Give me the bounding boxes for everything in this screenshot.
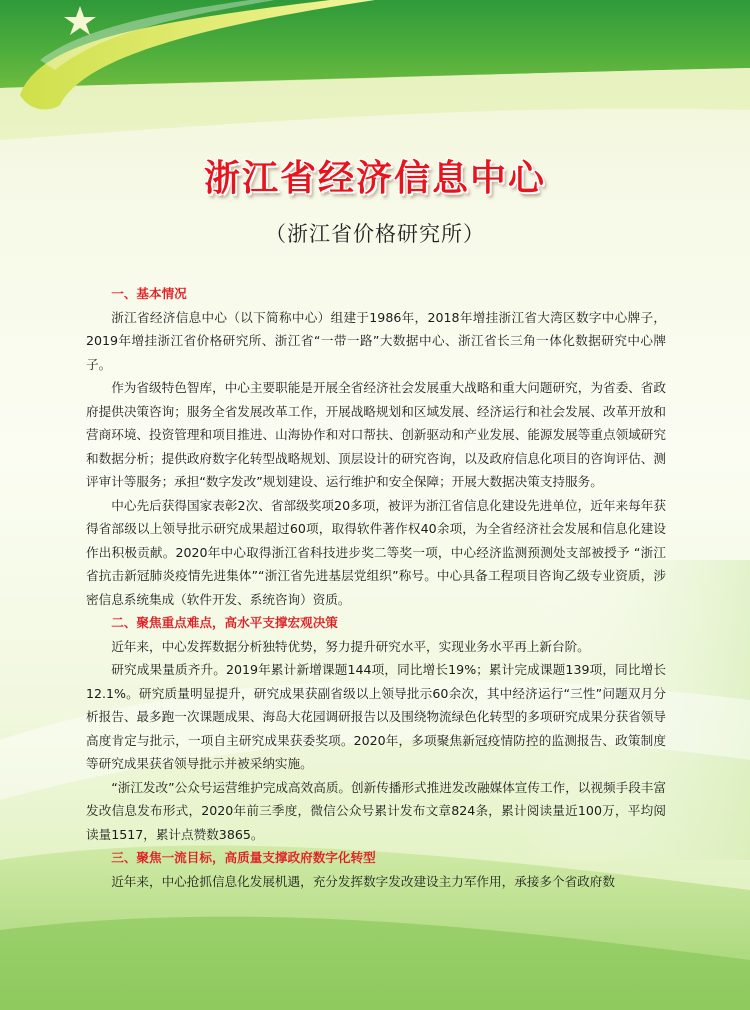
paragraph: 近年来，中心抢抓信息化发展机遇，充分发挥数字发改建设主力军作用，承接多个省政府数 <box>111 873 615 889</box>
page-subtitle: （浙江省价格研究所） <box>265 222 485 246</box>
paragraph: 研究成果量质齐升。2019年累计新增课题144项，同比增长19%；累计完成课题139项，同比增长12.1%。研究质量明显提升，研究成果获副省级以上领导批示60余次，其中经济运行“三性”问题双月分析报告、最多跑一次课题成果、海岛大花园调研报告以及围绕物流绿色化转型的多项研究成果分获省领导高度肯定与批示，一项自主研究成果获委奖项。2020年，多项聚焦新冠疫情防控的监测报告、政策制度等研究成果获省领导批示并被采纳实施。 <box>86 662 666 771</box>
section-heading: 三、聚焦一流目标，高质量支撑政府数字化转型 <box>111 850 376 865</box>
paragraph: 浙江省经济信息中心（以下简称中心）组建于1986年，2018年增挂浙江省大湾区数字中心牌子，2019年增挂浙江省价格研究所、浙江省“一带一路”大数据中心、浙江省长三角一体化数据研究中心牌子。 <box>86 309 666 372</box>
paragraph: 作为省级特色智库，中心主要职能是开展全省经济社会发展重大战略和重大问题研究，为省委、省政府提供决策咨询；服务全省发展改革工作，开展战略规划和区域发展、经济运行和社会发展、改革开放和营商环境、投资管理和项目推进、山海协作和对口帮扶、创新驱动和产业发展、能源发展等重点领域研究和数据分析；提供政府数字化转型战略规划、顶层设计的研究咨询，以及政府信息化项目的咨询评估、测评审计等服务；承担“数字发改”规划建设、运行维护和安全保障；开展大数据决策支持服务。 <box>86 380 666 489</box>
page-title: 浙江省经济信息中心 <box>203 157 546 199</box>
article-body <box>86 282 666 893</box>
paragraph: 近年来，中心发挥数据分析独特优势，努力提升研究水平，实现业务水平再上新台阶。 <box>111 638 590 654</box>
section-heading: 二、聚焦重点难点，高水平支撑宏观决策 <box>111 615 338 630</box>
paragraph: 中心先后获得国家表彰2次、省部级奖项20多项，被评为浙江省信息化建设先进单位，近年来每年获得省部级以上领导批示研究成果超过60项，取得软件著作权40余项，为全省经济社会发展和信息化建设作出积极贡献。2020年中心取得浙江省科技进步奖二等奖一项，中心经济监测预测处支部被授予 “浙江省抗击新冠肺炎疫情先进集体”“浙江省先进基层党组织”称号。中心具备工程项目咨询乙级专业资质，涉密信息系统集成（软件开发、系统咨询）资质。 <box>86 497 666 607</box>
paragraph: “浙江发改”公众号运营维护完成高效高质。创新传播形式推进发改融媒体宣传工作，以视频手段丰富发改信息发布形式，2020年前三季度，微信公众号累计发布文章824条，累计阅读量近100万，平均阅读量1517，累计点赞数3865。 <box>86 779 666 842</box>
section-heading: 一、基本情况 <box>111 286 187 301</box>
